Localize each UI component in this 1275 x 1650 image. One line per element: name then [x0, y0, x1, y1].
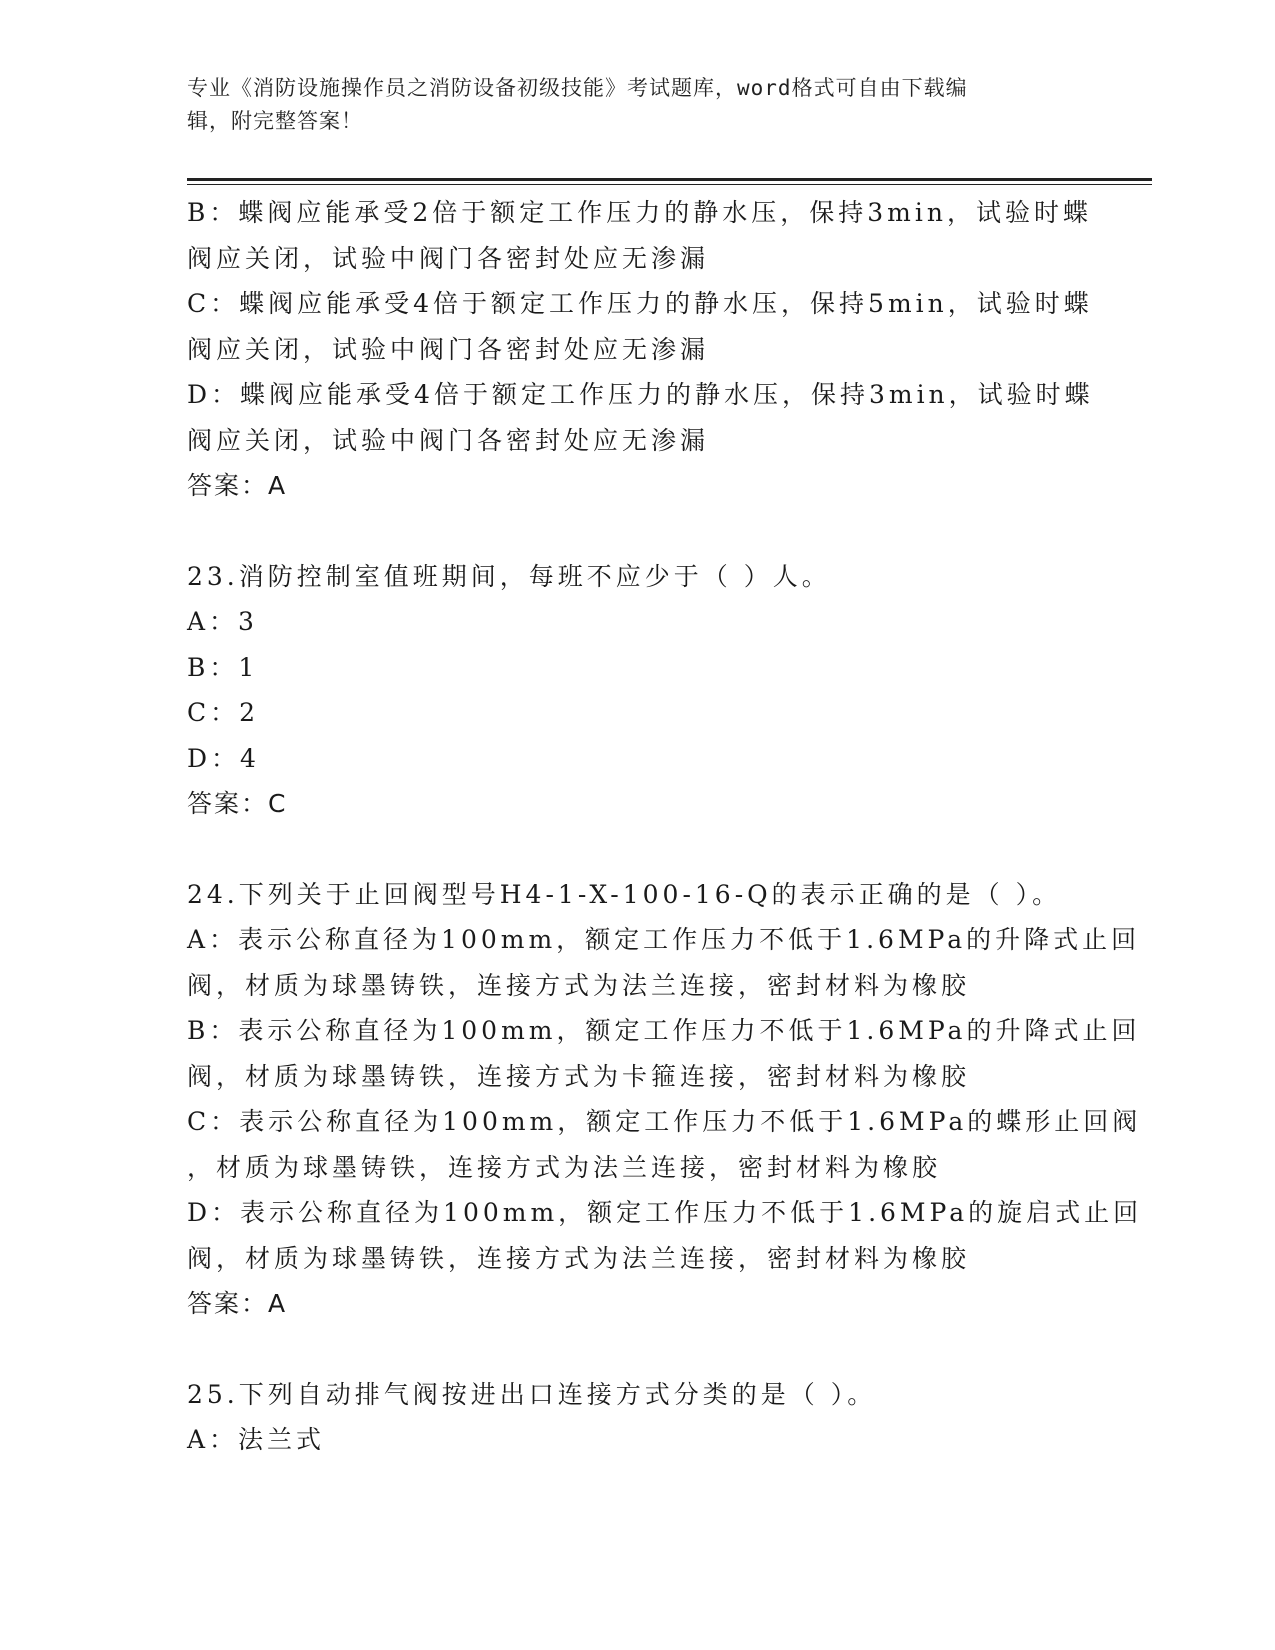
option-a: A：法兰式: [187, 1425, 326, 1454]
answer-line: 答案：A: [187, 471, 288, 500]
question-text: 25.下列自动排气阀按进出口连接方式分类的是（ ）。: [187, 1379, 877, 1409]
answer-line: 答案：A: [187, 1289, 288, 1318]
question-24: [187, 872, 1143, 1327]
option-d-line-2: 阀应关闭，试验中阀门各密封处应无渗漏: [187, 425, 710, 455]
option-c-line-2: 阀应关闭，试验中阀门各密封处应无渗漏: [187, 334, 710, 364]
question-text: 23.消防控制室值班期间，每班不应少于（ ）人。: [187, 561, 831, 591]
spacer: [187, 1327, 1087, 1372]
option-d-line-1: D：表示公称直径为100mm，额定工作压力不低于1.6MPa的旋启式止回: [187, 1198, 1143, 1227]
option-b-line-2: 阀应关闭，试验中阀门各密封处应无渗漏: [187, 243, 710, 273]
header-divider-thick: [187, 178, 1152, 181]
option-d-line-2: 阀，材质为球墨铸铁，连接方式为法兰连接，密封材料为橡胶: [187, 1243, 971, 1273]
option-c-line-1: C：蝶阀应能承受4倍于额定工作压力的静水压，保持5min，试验时蝶: [187, 289, 1093, 318]
header-line-1: 专业《消防设施操作员之消防设备初级技能》考试题库，word格式可自由下载编: [187, 76, 968, 100]
option-a-line-2: 阀，材质为球墨铸铁，连接方式为法兰连接，密封材料为橡胶: [187, 970, 971, 1000]
option-b-line-1: B：蝶阀应能承受2倍于额定工作压力的静水压，保持3min，试验时蝶: [187, 198, 1092, 227]
question-25: [187, 1372, 1087, 1463]
answer-line: 答案：C: [187, 789, 288, 818]
option-a-line-1: A：表示公称直径为100mm，额定工作压力不低于1.6MPa的升降式止回: [187, 925, 1141, 954]
option-b: B：1: [187, 652, 259, 682]
option-c-line-2: ，材质为球墨铸铁，连接方式为法兰连接，密封材料为橡胶: [187, 1152, 942, 1182]
option-c: C：2: [187, 698, 260, 727]
document-body: [187, 190, 1143, 1463]
question-22-tail: [187, 190, 1094, 509]
header-line-2: 辑，附完整答案！: [187, 109, 363, 133]
spacer: [187, 827, 1087, 872]
option-b-line-1: B：表示公称直径为100mm，额定工作压力不低于1.6MPa的升降式止回: [187, 1016, 1141, 1045]
option-b-line-2: 阀，材质为球墨铸铁，连接方式为卡箍连接，密封材料为橡胶: [187, 1061, 971, 1091]
document-header: [187, 72, 1067, 138]
option-d: D：4: [187, 743, 260, 773]
spacer: [187, 509, 1087, 554]
option-d-line-1: D：蝶阀应能承受4倍于额定工作压力的静水压，保持3min，试验时蝶: [187, 380, 1094, 409]
question-23: [187, 554, 1087, 827]
option-a: A：3: [187, 607, 258, 636]
question-text: 24.下列关于止回阀型号H4-1-X-100-16-Q的表示正确的是（ ）。: [187, 879, 1062, 909]
option-c-line-1: C：表示公称直径为100mm，额定工作压力不低于1.6MPa的蝶形止回阀: [187, 1107, 1142, 1136]
header-divider-thin: [187, 184, 1152, 185]
